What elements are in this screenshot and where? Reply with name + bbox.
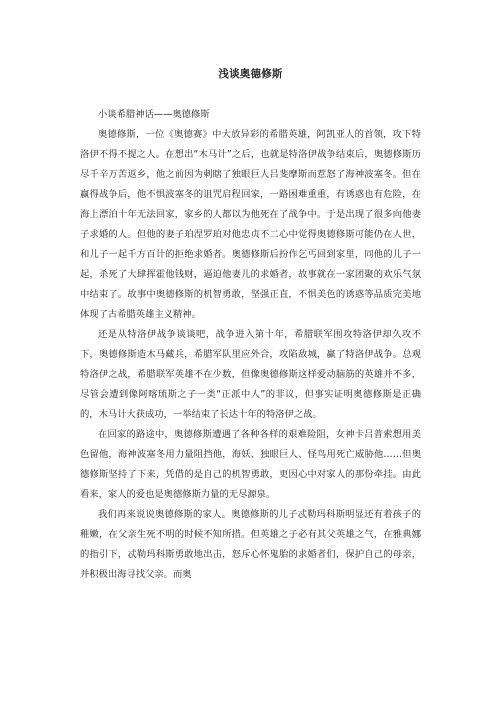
paragraph-2: 还是从特洛伊战争谈谈吧，战争进入第十年，希腊联军围攻特洛伊却久攻不下，奥德修斯造木马藏兵，希腊军队里应外合，攻陷敌城，赢了特洛伊战争。总观特洛伊之战，希腊联军英雄不在少数，但像奥德修斯这样爱动脑筋的英雄并不多，尽管会遭到像阿喀琉斯之子一类“正派中人”的非议，但事实证明奥德修斯是正确的，木马计大获成功，一举结束了长达十年的特洛伊之战。: [80, 329, 421, 420]
paragraph-4: 我们再来说说奥德修斯的家人。奥德修斯的儿子忒勒玛科斯明显还有着孩子的稚嫩，在父亲生死不明的时候不知所措。但英雄之子必有其父英雄之气，在雅典娜的指引下，忒勒玛科斯勇敢地出击，怒斥心怀鬼胎的求婚者们，保护自己的母亲，并积极出海寻找父亲。而奥: [80, 509, 421, 580]
document-title: 浅谈奥德修斯: [218, 68, 283, 80]
paragraph-3: 在回家的路途中，奥德修斯遭遇了各种各样的艰难险阻，女神卡吕普索想用美色留他，海神波塞冬用力量阻挡他，海妖、独眼巨人、怪鸟用死亡威胁他……但奥德修斯坚持了下来，凭借的是自己的机智勇敢，更因心中对家人的那份牵挂。由此看来，家人的爱也是奥德修斯力量的无尽源泉。: [80, 429, 421, 500]
paragraph-1: 奥德修斯，一位《奥德赛》中大放异彩的希腊英雄，阿凯亚人的首领，攻下特洛伊不得不提之人。在想出“木马计”之后，也就是特洛伊战争结束后，奥德修斯历尽千辛万苦返乡，他之前因为刺瞎了独眼巨人吕斐摩斯而惹怒了海神波塞冬。但在赢得战争后，他不惧波塞冬的诅咒启程回家，一路困难重重，有诱惑也有危险，在海上漂泊十年无法回家，家乡的人都以为他死在了战争中。于是出现了很多向他妻子求婚的人。但他的妻子珀涅罗珀对他忠贞不二心中觉得奥德修斯可能仍在人世，和儿子一起千方百计的拒绝求婚者。奥德修斯后扮作乞丐回到家里，同他的儿子一起，杀死了大肆挥霍他钱财，逼迫他妻儿的求婚者，故事就在一家团聚的欢乐气氛中结束了。故事中奥德修斯的机智勇敢，坚强正直，不惧美色的诱惑等品质完美地体现了古希腊英雄主义精神。: [80, 129, 421, 320]
document-subtitle: 小谈希腊神话——奥德修斯: [98, 109, 210, 120]
